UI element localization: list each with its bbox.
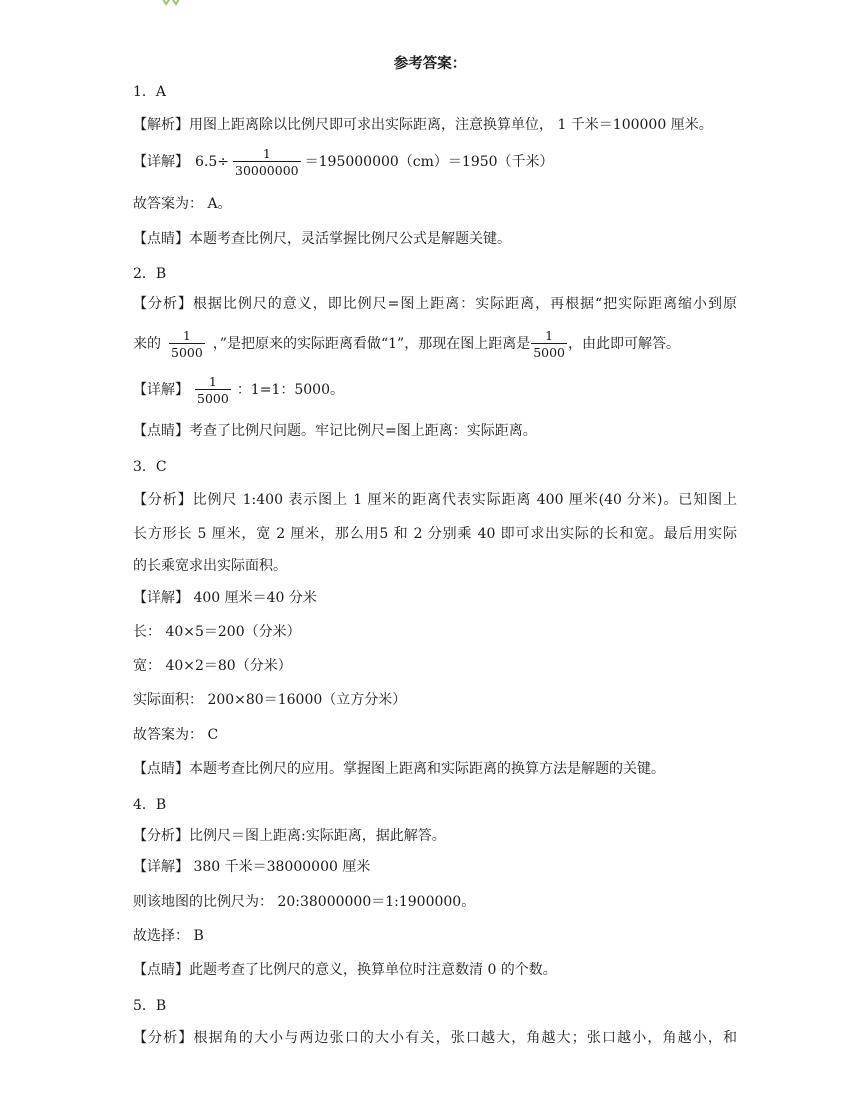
q2-detail xyxy=(133,372,344,408)
q1-detail-result: ＝195000000（cm）＝1950（千米） xyxy=(304,154,554,170)
q2-fraction-a-denominator: 5000 xyxy=(171,345,203,360)
q2-analysis-text-a: 来的 xyxy=(133,336,161,352)
q4-number: 4．B xyxy=(133,797,167,813)
q5-number: 5．B xyxy=(133,998,167,1014)
q4-detail: 【详解】 380 千米＝38000000 厘米 xyxy=(133,859,371,875)
page-title: 参考答案： xyxy=(393,55,467,72)
q1-detail-label: 【详解】 xyxy=(133,154,189,170)
q2-analysis-text-b: ，”是把原来的实际距离看做“1”，那现在图上距离是 xyxy=(212,336,531,352)
q2-detail-result: ：1=1：5000。 xyxy=(236,382,344,398)
q2-detail-label: 【详解】 xyxy=(133,382,189,398)
q4-scale: 则该地图的比例尺为： 20:38000000＝1:1900000。 xyxy=(133,894,476,910)
q2-fraction-b-denominator: 5000 xyxy=(533,345,566,360)
q2-fraction-a xyxy=(169,328,205,360)
q1-analysis: 【解析】用图上距离除以比例尺即可求出实际距离，注意换算单位， 1 千米＝100000 厘米。 xyxy=(133,117,713,133)
q2-detail-fraction-numerator: 1 xyxy=(208,374,217,389)
q2-fraction-b xyxy=(531,328,567,360)
q4-analysis: 【分析】比例尺＝图上距离:实际距离，据此解答。 xyxy=(133,828,446,844)
q1-detail xyxy=(133,144,554,180)
q2-analysis-text-c: ，由此即可解答。 xyxy=(568,336,681,352)
q3-analysis-line3: 的长乘宽求出实际面积。 xyxy=(133,558,287,574)
q5-analysis-line1: 【分析】根据角的大小与两边张口的大小有关，张口越大，角越大；张口越小，角越小，和 xyxy=(133,1030,737,1046)
logo-icon xyxy=(158,0,184,6)
q3-detail: 【详解】 400 厘米＝40 分米 xyxy=(133,590,317,606)
q2-analysis-line2 xyxy=(133,326,680,362)
q2-fraction-a-numerator: 1 xyxy=(182,328,191,343)
q4-comment: 【点睛】此题考查了比例尺的意义，换算单位时注意数清 0 的个数。 xyxy=(133,962,557,978)
q3-number: 3．C xyxy=(133,459,167,475)
q3-analysis-line2: 长方形长 5 厘米，宽 2 厘米，那么用5 和 2 分别乘 40 即可求出实际的长和宽。最后用实际 xyxy=(133,526,737,542)
q3-length: 长： 40×5＝200（分米） xyxy=(133,624,301,640)
q1-comment: 【点睛】本题考查比例尺，灵活掌握比例尺公式是解题关键。 xyxy=(133,231,511,247)
q3-comment: 【点睛】本题考查比例尺的应用。掌握图上距离和实际距离的换算方法是解题的关键。 xyxy=(133,761,665,777)
q1-number: 1．A xyxy=(133,84,167,100)
q2-analysis-line1: 【分析】根据比例尺的意义，即比例尺=图上距离：实际距离，再根据“把实际距离缩小到原 xyxy=(133,296,737,312)
q1-fraction xyxy=(233,146,301,178)
q2-comment: 【点睛】考查了比例尺问题。牢记比例尺=图上距离：实际距离。 xyxy=(133,423,537,439)
q1-fraction-numerator: 1 xyxy=(262,146,271,161)
q1-detail-prefix: 6.5÷ xyxy=(195,154,229,170)
q2-fraction-b-numerator: 1 xyxy=(545,328,554,343)
q2-number: 2．B xyxy=(133,266,167,282)
q1-fraction-denominator: 30000000 xyxy=(235,163,299,178)
q1-answer: 故答案为： A。 xyxy=(133,196,232,212)
q3-width: 宽： 40×2＝80（分米） xyxy=(133,658,292,674)
q3-area: 实际面积： 200×80＝16000（立方分米） xyxy=(133,692,407,708)
q3-answer: 故答案为： C xyxy=(133,727,219,743)
q4-answer: 故选择： B xyxy=(133,928,204,944)
q2-detail-fraction-denominator: 5000 xyxy=(197,391,229,406)
q2-detail-fraction xyxy=(195,374,231,406)
q3-analysis-line1: 【分析】比例尺 1:400 表示图上 1 厘米的距离代表实际距离 400 厘米(40 分米)。已知图上 xyxy=(133,492,737,508)
